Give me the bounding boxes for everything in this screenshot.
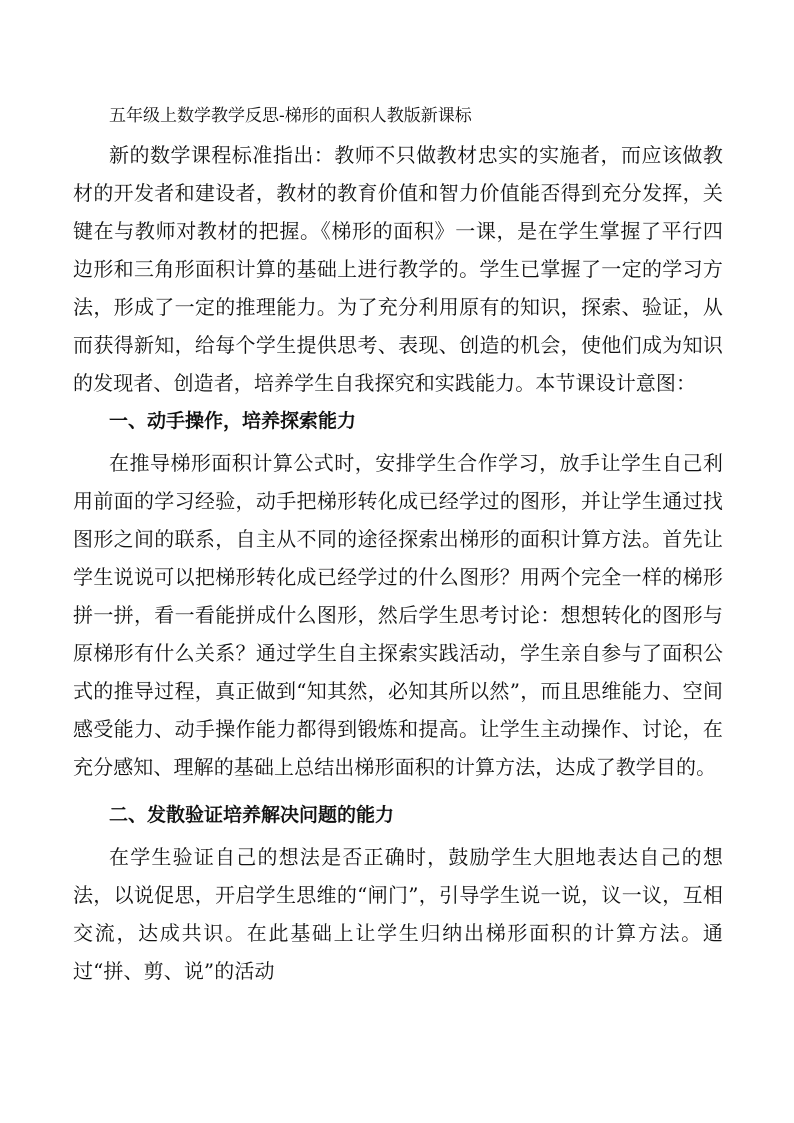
section-2-heading: 二、发散验证培养解决问题的能力 [109, 804, 395, 826]
document-page [73, 100, 723, 990]
section-2-paragraph: 在学生验证自己的想法是否正确时，鼓励学生大胆地表达自己的想法，以说促思，开启学生思维的“闸门”，引导学生说一说，议一议，互相交流，达成共识。在此基础上让学生归纳出梯形面积的计算方法。通过“拼、剪、说”的活动 [73, 845, 723, 983]
section-1-paragraph: 在推导梯形面积计算公式时，安排学生合作学习，放手让学生自己利用前面的学习经验，动手把梯形转化成已经学过的图形，并让学生通过找图形之间的联系，自主从不同的途径探索出梯形的面积计算方法。首先让学生说说可以把梯形转化成已经学过的什么图形？用两个完全一样的梯形拼一拼，看一看能拼成什么图形，然后学生思考讨论：想想转化的图形与原梯形有什么关系？通过学生自主探索实践活动，学生亲自参与了面积公式的推导过程，真正做到“知其然，必知其所以然”，而且思维能力、空间感受能力、动手操作能力都得到锻炼和提高。让学生主动操作、讨论，在充分感知、理解的基础上总结出梯形面积的计算方法，达成了教学目的。 [73, 451, 723, 779]
intro-paragraph: 新的数学课程标准指出：教师不只做教材忠实的实施者，而应该做教材的开发者和建设者，教材的教育价值和智力价值能否得到充分发挥，关键在与教师对教材的把握。《梯形的面积》一课，是在学生掌握了平行四边形和三角形面积计算的基础上进行教学的。学生已掌握了一定的学习方法，形成了一定的推理能力。为了充分利用原有的知识，探索、验证，从而获得新知，给每个学生提供思考、表现、创造的机会，使他们成为知识的发现者、创造者，培养学生自我探究和实践能力。本节课设计意图： [73, 143, 723, 395]
section-1-heading: 一、动手操作，培养探索能力 [109, 410, 357, 432]
document-title: 五年级上数学教学反思-梯形的面积人教版新课标 [109, 106, 472, 126]
spacer [73, 786, 723, 796]
